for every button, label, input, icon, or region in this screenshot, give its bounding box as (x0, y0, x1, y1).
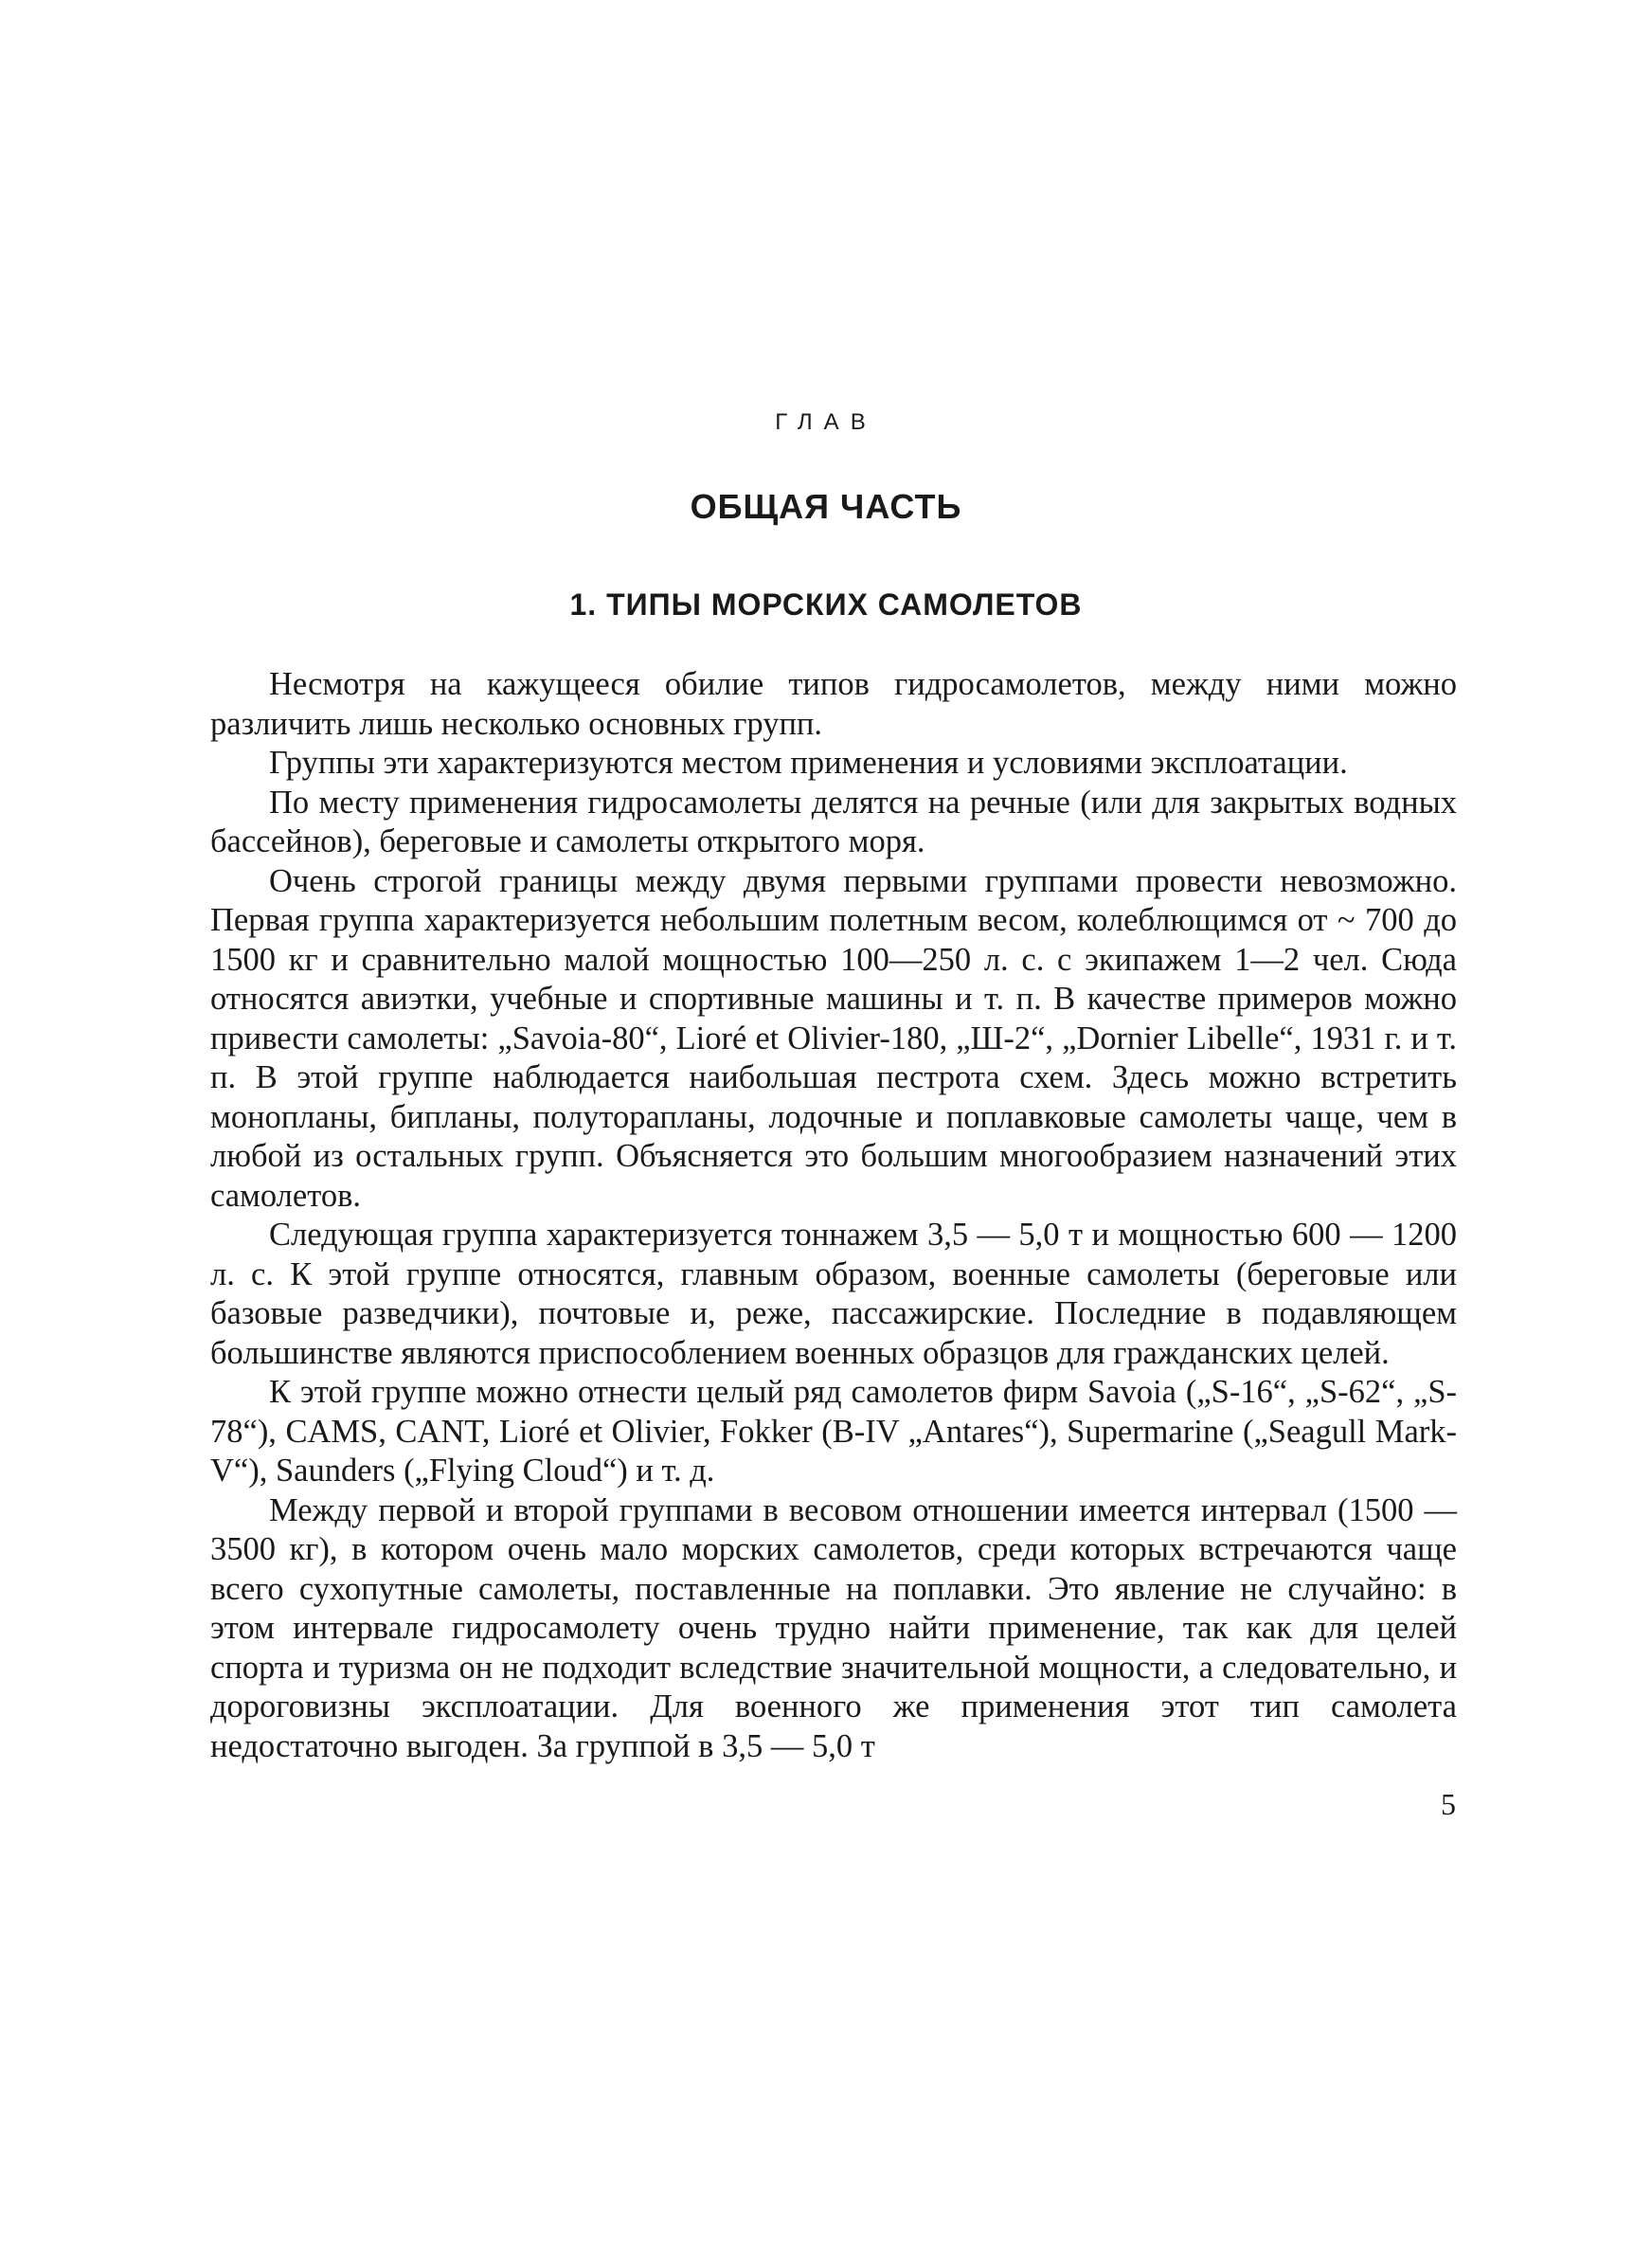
chapter-title: ОБЩАЯ ЧАСТЬ (690, 487, 962, 526)
paragraph: По месту применения гидросамолеты делятся на речные (или для закрытых водных бассейнов), береговые и самолеты открытого моря. (210, 784, 1457, 859)
paragraph: Следующая группа характеризуется тоннажем 3,5 — 5,0 т и мощностью 600 — 1200 л. с. К этой группе относятся, главным образом, военные самолеты (береговые или базовые разведчики), почтовые и, реже, пассажирские. Последние в подавляющем большинстве являются приспособлением военных образцов для гражданских целей. (210, 1217, 1457, 1371)
paragraph: Группы эти характеризуются местом применения и условиями эксплоатации. (269, 745, 1348, 781)
paragraph: К этой группе можно отнести целый ряд самолетов фирм Savoia („S-16“, „S-62“, „S-78“), CAMS, CANT, Lioré et Olivier, Fokker (B-IV „Antares“), Supermarine („Seagull Mark-V“), Saunders („Flying Cloud“) и т. д. (210, 1374, 1457, 1489)
paragraph: Несмотря на кажущееся обилие типов гидросамолетов, между ними можно различить лишь несколько основных групп. (210, 666, 1457, 742)
page-number: 5 (1441, 1787, 1456, 1821)
body-text (210, 665, 1457, 1766)
paragraph: Очень строгой границы между двумя первыми группами провести невозможно. Первая группа характеризуется небольшим полетным весом, колеблющимся от ~ 700 до 1500 кг и сравнительно малой мощностью 100—250 л. с. с экипажем 1—2 чел. Сюда относятся авиэтки, учебные и спортивные машины и т. п. В качестве примеров можно привести самолеты: „Savoia-80“, Lioré et Olivier-180, „Ш-2“, „Dornier Libelle“, 1931 г. и т. п. В этой группе наблюдается наибольшая пестрота схем. Здесь можно встретить монопланы, бипланы, полуторапланы, лодочные и поплавковые самолеты чаще, чем в любой из остальных групп. Объясняется это большим многообразием назначений этих самолетов. (210, 862, 1457, 1214)
paragraph: Между первой и второй группами в весовом отношении имеется интервал (1500 — 3500 кг), в котором очень мало морских самолетов, среди которых встречаются чаще всего сухопутные самолеты, поставленные на поплавки. Это явление не случайно: в этом интервале гидросамолету очень трудно найти применение, так как для целей спорта и туризма он не подходит вследствие значительной мощности, а следовательно, и дороговизны эксплоатации. Для военного же применения этот тип самолета недостаточно выгоден. За группой в 3,5 — 5,0 т (210, 1491, 1457, 1764)
section-title: 1. ТИПЫ МОРСКИХ САМОЛЕТОВ (569, 587, 1083, 622)
chapter-label: ГЛАВ (775, 409, 877, 435)
